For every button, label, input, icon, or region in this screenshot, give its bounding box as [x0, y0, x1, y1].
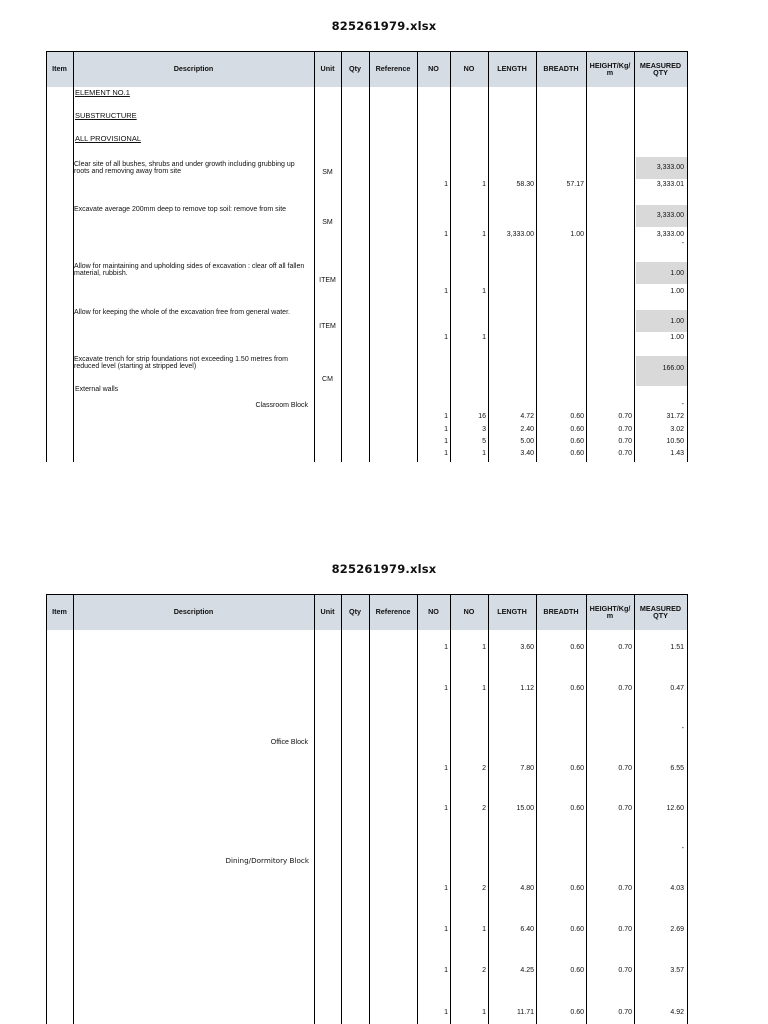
header-height: HEIGHT/Kg/ m — [589, 60, 631, 77]
measured-cell: 3,333.01 — [656, 181, 684, 188]
header-reference: Reference — [375, 64, 411, 74]
header-no-1: NO — [428, 64, 439, 74]
measured-total: 3,333.00 — [656, 212, 684, 219]
length-cell: 3,333.00 — [506, 231, 534, 238]
header-height: HEIGHT/Kg/ m — [589, 603, 631, 620]
measured-cell: 1.00 — [670, 288, 684, 295]
header-length: LENGTH — [497, 607, 527, 617]
substructure-heading: SUBSTRUCTURE — [75, 111, 137, 120]
element-heading: ELEMENT NO.1 — [75, 88, 130, 97]
header-measured-qty: MEASURED QTY — [639, 603, 682, 620]
header-qty: Qty — [349, 64, 361, 74]
header-item: Item — [52, 607, 67, 617]
dash-cell: - — [681, 401, 684, 408]
no-cell: 1 — [482, 288, 486, 295]
measured-cell: 3,333.00 — [656, 231, 684, 238]
item-description: Allow for maintaining and upholding sides of excavation : clear off all fallen material, rubbish. — [74, 263, 305, 278]
measured-cell: 1.00 — [670, 334, 684, 341]
no-cell: 1 — [444, 231, 448, 238]
external-walls-label: External walls — [75, 386, 119, 393]
sheet-title: 825261979.xlsx — [331, 19, 437, 33]
office-block-label: Office Block — [270, 739, 308, 746]
no-cell: 1 — [482, 181, 486, 188]
header-measured-qty: MEASURED QTY — [639, 60, 682, 77]
header-description: Description — [173, 64, 214, 74]
unit-cell: SM — [322, 219, 333, 226]
header-no-2: NO — [463, 607, 475, 617]
item-description: Clear site of all bushes, shrubs and under growth including grubbing up roots and removing away from site — [74, 161, 295, 176]
sheet-title: 825261979.xlsx — [331, 562, 437, 576]
no-cell: 1 — [444, 288, 448, 295]
header-reference: Reference — [375, 607, 411, 617]
provisional-heading: ALL PROVISIONAL — [75, 134, 141, 143]
header-length: LENGTH — [497, 64, 527, 74]
breadth-cell: 57.17 — [566, 181, 584, 188]
header-unit: Unit — [320, 64, 335, 74]
unit-cell: SM — [322, 169, 333, 176]
item-description: Excavate average 200mm deep to remove top soil: remove from site — [74, 206, 287, 213]
measured-total: 1.00 — [670, 270, 684, 277]
header-unit: Unit — [320, 607, 335, 617]
dining-block-label: Dining/Dormitory Block — [225, 856, 309, 865]
dash-cell: - — [681, 725, 684, 732]
dash-cell: - — [681, 240, 684, 247]
no-cell: 1 — [444, 334, 448, 341]
bill-of-quantities-sheet: Item Description Unit Qty Reference NO NO LENGTH BREADTH HEIGHT/Kg/ m MEASURED QTY 1 1 3.60 0.60 0.70 1.51 1 1 1.12 0.60 0.70 0.47 - Office Block 1 2 7.80 0.60 0.70 6.55 1 2 15.00 0.60 0.70 12.60 - Dining/Dormitory Block 1 2 4.80 0.60 0.70 4.03 1 1 6.40 0.60 0.70 2.69 1 2 4.25 0.60 0.70 3.57 1 1 11.71 0.60 0.70 4.92 — [46, 594, 687, 1024]
header-qty: Qty — [349, 607, 361, 617]
no-cell: 1 — [482, 334, 486, 341]
header-no-1: NO — [428, 607, 439, 617]
header-breadth: BREADTH — [543, 607, 579, 617]
breadth-cell: 1.00 — [570, 231, 584, 238]
no-cell: 1 — [482, 231, 486, 238]
bill-of-quantities-sheet: Item Description Unit Qty Reference NO NO LENGTH BREADTH HEIGHT/Kg/ m MEASURED QTY ELEMENT NO.1 SUBSTRUCTURE ALL PROVISIONAL Clear site of all bushes, shrubs and under growth including grubbing up roots and removing away from site SM 3,333.00 1 1 58.30 57.17 3,333.01 Excavate average 200mm deep to remove top soil: remove from site SM 3,333.00 1 1 3,333.00 1.00 3,333.00 - Allow for maintaining and upholding sides of excavation : clear off all fallen material, rubbish. ITEM 1.00 1 1 1.00 Allow for keeping the whole of the excavation free from general water. ITEM 1.00 1 1 1.00 Excavate trench for strip foundations not exceeding 1.50 metres from reduced level (starting at stripped level) CM 166.00 External walls Classroom Block - 1 16 4.72 0.60 0.70 31.72 1 3 2.40 0.60 0.70 3.02 1 5 5.00 0.60 0.70 10.50 1 1 3.40 0.60 0.70 1.43 — [46, 51, 687, 462]
header-description: Description — [173, 607, 214, 617]
dash-cell: - — [681, 845, 684, 852]
item-description: Excavate trench for strip foundations not exceeding 1.50 metres from reduced level (starting at stripped level) — [74, 356, 289, 371]
header-breadth: BREADTH — [543, 64, 579, 74]
unit-cell: ITEM — [319, 277, 336, 284]
measured-total: 1.00 — [670, 318, 684, 325]
item-description: Allow for keeping the whole of the excavation free from general water. — [74, 309, 290, 316]
length-cell: 58.30 — [516, 181, 534, 188]
header-item: Item — [52, 64, 67, 74]
header-no-2: NO — [463, 64, 475, 74]
measured-total: 3,333.00 — [656, 164, 684, 171]
measured-total: 166.00 — [662, 365, 684, 372]
classroom-block-label: Classroom Block — [255, 402, 308, 409]
no-cell: 1 — [444, 181, 448, 188]
unit-cell: CM — [322, 376, 333, 383]
unit-cell: ITEM — [319, 323, 336, 330]
